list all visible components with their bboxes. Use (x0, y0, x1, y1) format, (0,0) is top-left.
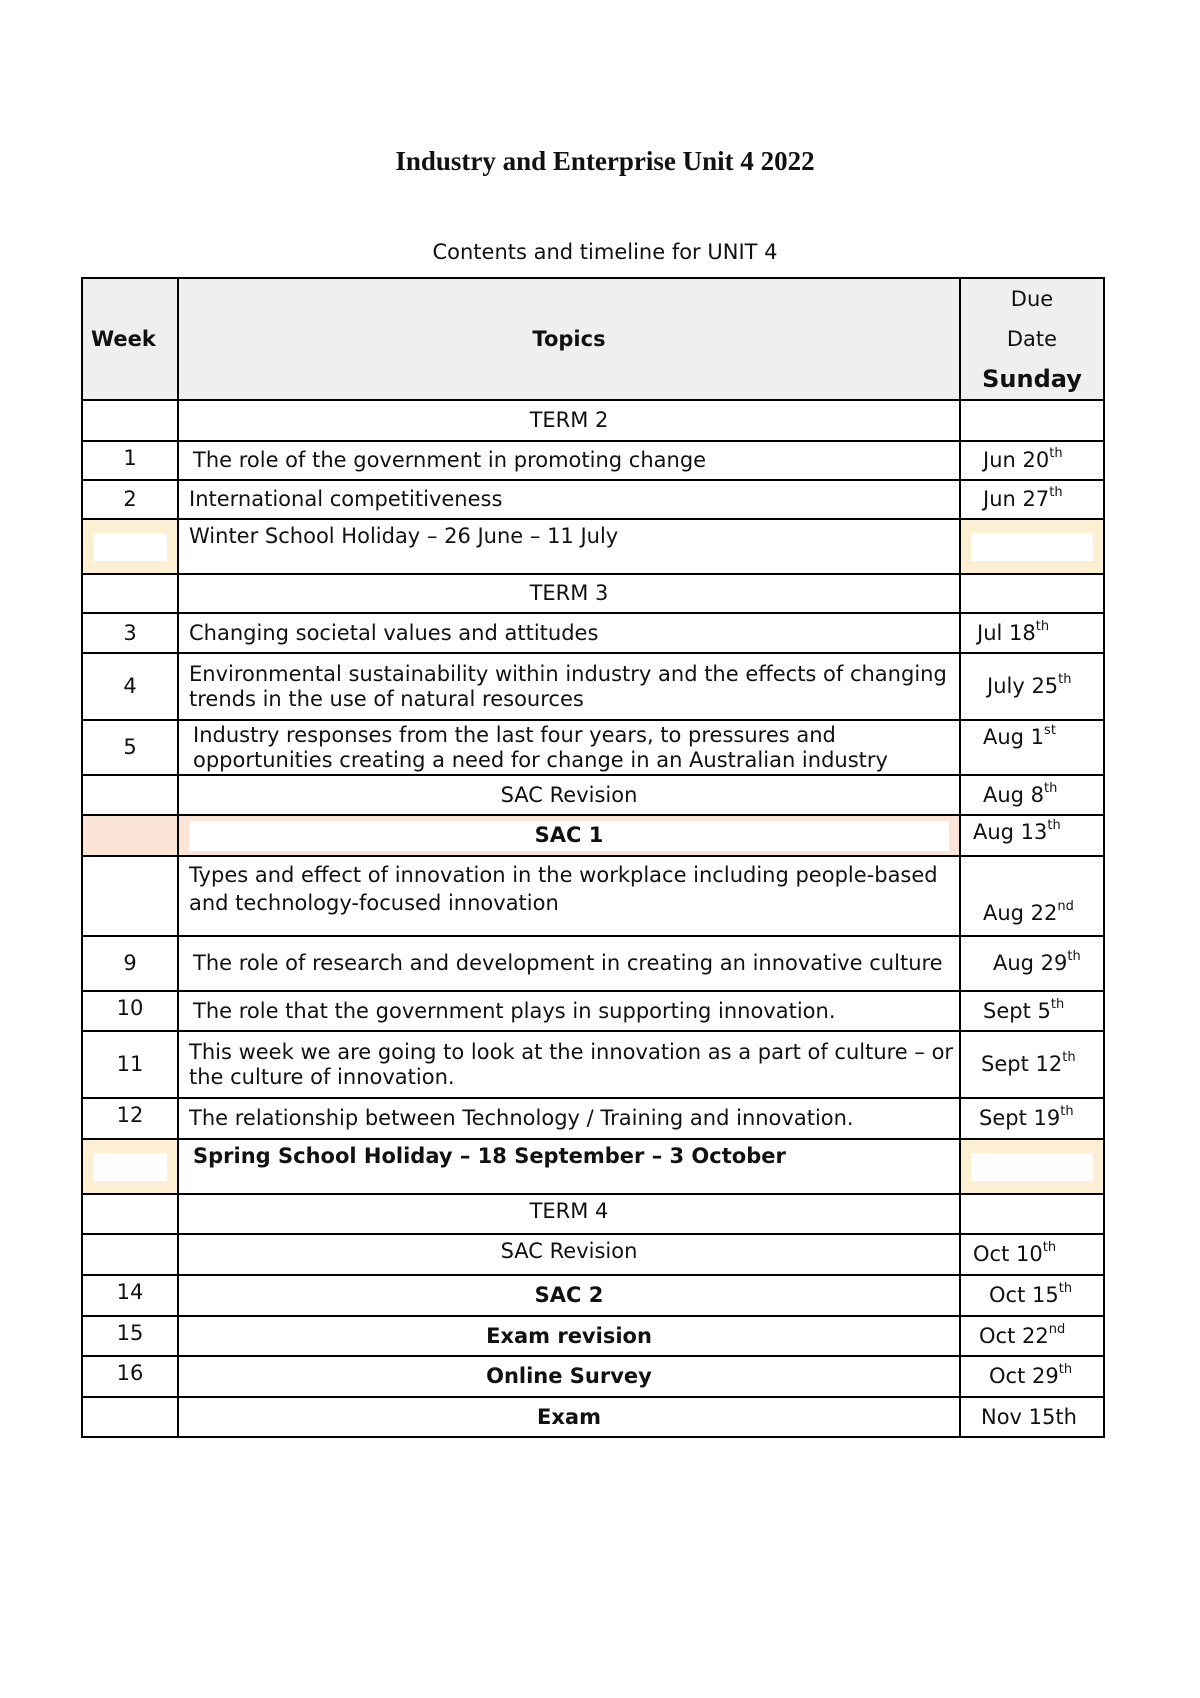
table-row (82, 1031, 1104, 1098)
topic-cell: SAC Revision (178, 775, 960, 815)
due-cell (960, 936, 1104, 991)
table-row (82, 400, 1104, 441)
blank-box (93, 1153, 167, 1181)
sac-row (82, 815, 1104, 856)
due-cell (960, 720, 1104, 775)
topic-cell: Exam (178, 1397, 960, 1437)
due-date: Aug 13 (973, 820, 1048, 844)
topic-cell: Environmental sustainability within industry and the effects of changing trends in the use of natural resources (178, 653, 960, 720)
due-suffix: th (1049, 485, 1063, 501)
topic-cell: Winter School Holiday – 26 June – 11 July (178, 519, 960, 574)
table-row (82, 480, 1104, 519)
due-suffix: th (1060, 1104, 1074, 1120)
week-cell: 11 (82, 1031, 178, 1098)
due-date: Sept 12 (981, 1052, 1063, 1077)
due-suffix: th (1047, 818, 1061, 833)
topic-cell: This week we are going to look at the innovation as a part of culture – or the culture of innovation. (178, 1031, 960, 1098)
table-row (82, 1234, 1104, 1275)
topic-cell: Industry responses from the last four years, to pressures and opportunities creating a need for change in an Australian industry (178, 720, 960, 775)
topic-cell: Changing societal values and attitudes (178, 613, 960, 653)
sac-label: SAC 1 (189, 821, 949, 851)
due-cell (960, 856, 1104, 936)
week-cell: 1 (82, 441, 178, 480)
header-due-date (960, 278, 1104, 400)
week-cell (82, 775, 178, 815)
due-cell (960, 815, 1104, 856)
week-cell (82, 574, 178, 613)
timeline-table (81, 277, 1105, 1438)
table-row (82, 775, 1104, 815)
due-suffix: th (1058, 1362, 1073, 1378)
table-row (82, 1275, 1104, 1316)
header-due-line1: Due (1010, 287, 1054, 311)
due-cell (960, 1397, 1104, 1437)
due-date: Aug 22 (983, 900, 1058, 925)
term-heading: TERM 3 (178, 574, 960, 613)
due-cell (960, 1194, 1104, 1234)
topic-cell: The role that the government plays in supporting innovation. (178, 991, 960, 1031)
due-suffix: th (1058, 1281, 1073, 1297)
topic-cell: SAC 2 (178, 1275, 960, 1316)
due-cell (960, 1098, 1104, 1139)
blank-box (971, 1153, 1093, 1181)
week-cell (82, 1234, 178, 1275)
topic-cell: The role of the government in promoting change (178, 441, 960, 480)
due-date: Sept 19 (979, 1106, 1061, 1131)
week-cell (82, 815, 178, 856)
week-cell: 9 (82, 936, 178, 991)
header-week: Week (82, 278, 178, 400)
week-cell: 2 (82, 480, 178, 519)
holiday-row (82, 1139, 1104, 1194)
header-topics: Topics (178, 278, 960, 400)
holiday-row (82, 519, 1104, 574)
due-date: Oct 22 (979, 1323, 1049, 1348)
due-suffix: th (1062, 1050, 1076, 1066)
week-cell: 10 (82, 991, 178, 1031)
due-suffix: th (1050, 996, 1065, 1012)
document-title: Industry and Enterprise Unit 4 2022 (395, 146, 815, 176)
due-suffix: nd (1048, 1321, 1066, 1337)
due-date: July 25 (987, 674, 1059, 699)
due-suffix: th (1044, 780, 1058, 796)
week-cell (82, 856, 178, 936)
week-cell: 5 (82, 720, 178, 775)
table-header-row (82, 278, 1104, 400)
topic-cell: Online Survey (178, 1356, 960, 1397)
due-cell (960, 1234, 1104, 1275)
due-cell (960, 1356, 1104, 1397)
header-due-line3: Sunday (982, 365, 1082, 393)
table-row (82, 991, 1104, 1031)
week-cell: 4 (82, 653, 178, 720)
blank-box (971, 533, 1093, 561)
table-row (82, 1098, 1104, 1139)
due-suffix: st (1044, 723, 1056, 738)
blank-box (93, 533, 167, 561)
due-cell (960, 400, 1104, 441)
table-row (82, 936, 1104, 991)
topic-cell (178, 815, 960, 856)
table-row (82, 613, 1104, 653)
due-suffix: nd (1057, 898, 1074, 914)
due-date: Aug 29 (993, 951, 1068, 976)
due-cell (960, 1275, 1104, 1316)
header-due-line2: Date (1006, 327, 1058, 351)
table-row (82, 856, 1104, 936)
due-cell (960, 574, 1104, 613)
due-cell (960, 1139, 1104, 1194)
due-suffix: th (1049, 446, 1063, 462)
term-heading: TERM 4 (178, 1194, 960, 1234)
week-cell (82, 1194, 178, 1234)
due-suffix: th (1035, 618, 1050, 634)
table-row (82, 653, 1104, 720)
topic-cell: The role of research and development in creating an innovative culture (178, 936, 960, 991)
table-row (82, 1356, 1104, 1397)
due-cell (960, 480, 1104, 519)
topic-cell: International competitiveness (178, 480, 960, 519)
week-cell: 16 (82, 1356, 178, 1397)
week-cell (82, 1397, 178, 1437)
week-cell (82, 400, 178, 441)
table-row (82, 441, 1104, 480)
week-cell: 3 (82, 613, 178, 653)
topic-cell: Spring School Holiday – 18 September – 3 October (178, 1139, 960, 1194)
due-suffix: th (1042, 1240, 1057, 1256)
due-date: Nov 15th (981, 1404, 1077, 1429)
table-row (82, 1194, 1104, 1234)
document-subtitle: Contents and timeline for UNIT 4 (432, 240, 778, 264)
week-cell: 15 (82, 1316, 178, 1356)
week-cell (82, 1139, 178, 1194)
term-heading: TERM 2 (178, 400, 960, 441)
week-cell (82, 519, 178, 574)
due-date: Oct 10 (973, 1242, 1043, 1267)
due-cell (960, 775, 1104, 815)
table-row (82, 1316, 1104, 1356)
due-date: Jul 18 (977, 620, 1036, 645)
due-suffix: th (1067, 949, 1081, 965)
due-suffix: th (1058, 672, 1072, 688)
due-date: Jun 27 (983, 487, 1050, 512)
due-cell (960, 441, 1104, 480)
due-date: Aug 8 (983, 782, 1045, 807)
due-cell (960, 1031, 1104, 1098)
topic-cell: The relationship between Technology / Training and innovation. (178, 1098, 960, 1139)
due-date: Oct 29 (989, 1364, 1059, 1389)
due-date: Jun 20 (983, 448, 1050, 473)
table-row (82, 720, 1104, 775)
table-row (82, 574, 1104, 613)
due-cell (960, 613, 1104, 653)
topic-cell: SAC Revision (178, 1234, 960, 1275)
table-row (82, 1397, 1104, 1437)
week-cell: 12 (82, 1098, 178, 1139)
due-cell (960, 1316, 1104, 1356)
topic-cell: Types and effect of innovation in the workplace including people-based and technology-focused innovation (178, 856, 960, 936)
due-date: Oct 15 (989, 1283, 1059, 1308)
topic-cell: Exam revision (178, 1316, 960, 1356)
due-date: Aug 1 (983, 725, 1045, 749)
due-cell (960, 653, 1104, 720)
due-cell (960, 991, 1104, 1031)
due-cell (960, 519, 1104, 574)
week-cell: 14 (82, 1275, 178, 1316)
due-date: Sept 5 (983, 998, 1051, 1023)
